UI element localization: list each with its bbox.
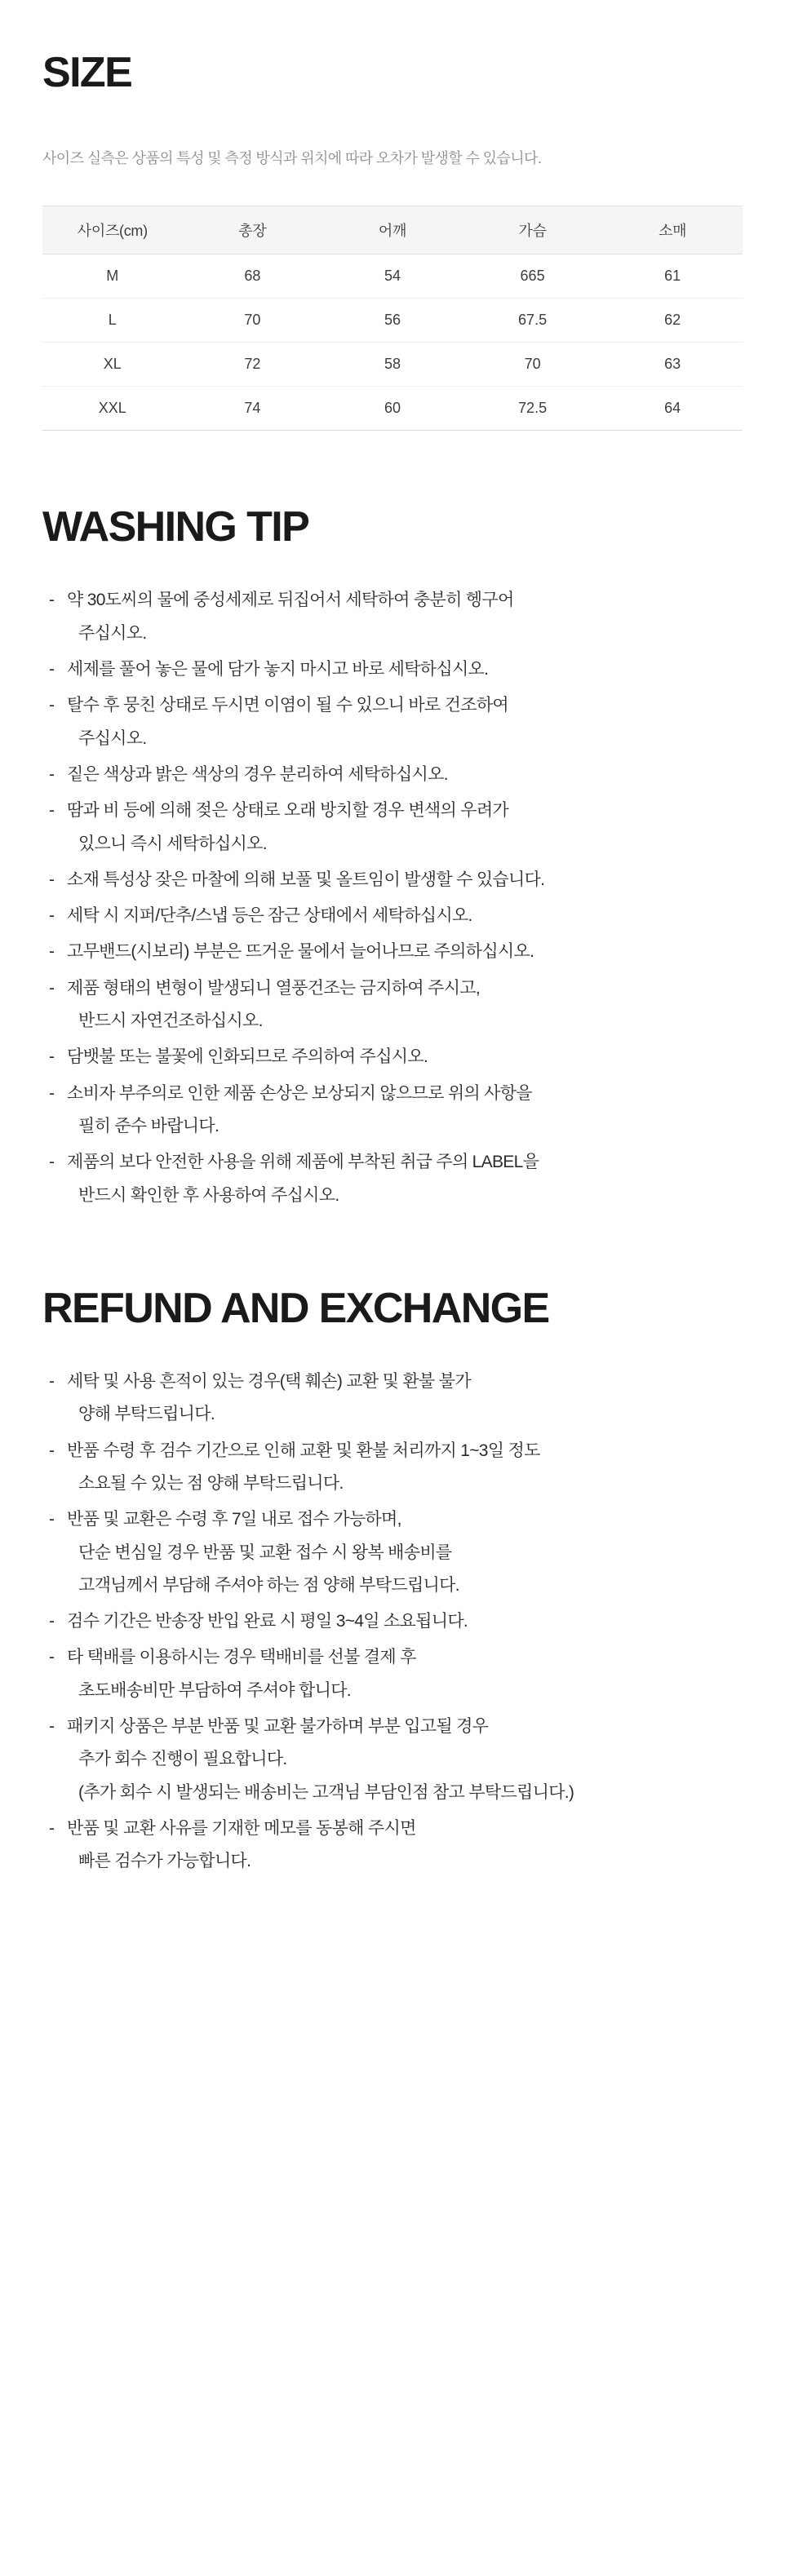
list-item [42, 689, 743, 755]
cell-size: M [42, 255, 183, 299]
column-header-sleeve: 소매 [602, 206, 743, 255]
dash-marker: - [49, 696, 55, 715]
dash-marker: - [49, 801, 55, 821]
table-row [42, 299, 743, 343]
list-item-line: 짙은 색상과 밝은 색상의 경우 분리하여 세탁하십시오. [67, 764, 448, 784]
list-item-line: 고무밴드(시보리) 부분은 뜨거운 물에서 늘어나므로 주의하십시오. [67, 942, 534, 962]
dash-marker: - [49, 1047, 55, 1067]
refund-exchange-list [0, 1365, 785, 1879]
cell-chest: 72.5 [463, 387, 603, 431]
list-item [42, 1435, 743, 1501]
list-item [42, 864, 743, 896]
dash-marker: - [49, 870, 55, 889]
dash-marker: - [49, 1612, 55, 1631]
dash-marker: - [49, 1819, 55, 1838]
product-detail-page [0, 35, 785, 2576]
table-row [42, 343, 743, 387]
list-item-line: 세탁 및 사용 흔적이 있는 경우(택 훼손) 교환 및 환불 불가 [67, 1371, 471, 1391]
cell-sleeve: 63 [602, 343, 743, 387]
list-item [42, 759, 743, 791]
cell-size: XL [42, 343, 183, 387]
dash-marker: - [49, 1441, 55, 1460]
column-header-length: 총장 [183, 206, 323, 255]
list-item-line: 주십시오. [78, 623, 147, 643]
list-item-line: 추가 회수 진행이 필요합니다. [78, 1750, 287, 1769]
washing-tip-section [0, 503, 785, 1212]
cell-sleeve: 61 [602, 255, 743, 299]
list-item [42, 900, 743, 932]
refund-exchange-heading: REFUND AND EXCHANGE [42, 1284, 549, 1332]
dash-marker: - [49, 906, 55, 926]
list-item-line: 타 택배를 이용하시는 경우 택배비를 선불 결제 후 [67, 1648, 416, 1667]
size-table-body [42, 255, 743, 431]
table-row [42, 387, 743, 431]
list-item-line: 약 30도씨의 물에 중성세제로 뒤집어서 세탁하여 충분히 헹구어 [67, 591, 514, 610]
list-item [42, 1503, 743, 1602]
size-section [0, 35, 785, 431]
list-item [42, 972, 743, 1038]
cell-length: 70 [183, 299, 323, 343]
list-item-line: 패키지 상품은 부분 반품 및 교환 불가하며 부분 입고될 경우 [67, 1717, 489, 1737]
list-item-line: 제품의 보다 안전한 사용을 위해 제품에 부착된 취급 주의 LABEL을 [67, 1153, 539, 1172]
list-item [42, 936, 743, 968]
dash-marker: - [49, 659, 55, 679]
dash-marker: - [49, 1648, 55, 1667]
cell-length: 68 [183, 255, 323, 299]
dash-marker: - [49, 1510, 55, 1529]
dash-marker: - [49, 1083, 55, 1103]
dash-marker: - [49, 942, 55, 962]
list-item [42, 1041, 743, 1073]
cell-size: L [42, 299, 183, 343]
table-header-row [42, 206, 743, 255]
list-item-line: 검수 기간은 반송장 반입 완료 시 평일 3~4일 소요됩니다. [67, 1612, 468, 1631]
dash-marker: - [49, 1371, 55, 1391]
list-item-line: 주십시오. [78, 728, 147, 748]
cell-shoulder: 56 [322, 299, 463, 343]
list-item-line: 탈수 후 뭉친 상태로 두시면 이염이 될 수 있으니 바로 건조하여 [67, 696, 508, 715]
dash-marker: - [49, 1717, 55, 1737]
column-header-size: 사이즈(cm) [42, 206, 183, 255]
list-item [42, 1812, 743, 1879]
list-item [42, 1641, 743, 1707]
cell-shoulder: 54 [322, 255, 463, 299]
list-item [42, 1711, 743, 1809]
cell-length: 74 [183, 387, 323, 431]
list-item-line: 소재 특성상 잦은 마찰에 의해 보풀 및 올트임이 발생할 수 있습니다. [67, 870, 545, 889]
dash-marker: - [49, 1153, 55, 1172]
cell-chest: 665 [463, 255, 603, 299]
list-item-line: 제품 형태의 변형이 발생되니 열풍건조는 금지하여 주시고, [67, 978, 481, 998]
list-item-line: 소비자 부주의로 인한 제품 손상은 보상되지 않으므로 위의 사항을 [67, 1083, 532, 1103]
column-header-shoulder: 어깨 [322, 206, 463, 255]
list-item-line: 초도배송비만 부담하여 주셔야 합니다. [78, 1680, 351, 1700]
cell-size: XXL [42, 387, 183, 431]
list-item-line: 반드시 자연건조하십시오. [78, 1011, 263, 1031]
list-item-line: 빠른 검수가 가능합니다. [78, 1852, 251, 1871]
refund-exchange-section [0, 1284, 785, 1879]
washing-tip-list [0, 584, 785, 1212]
list-item [42, 1078, 743, 1144]
list-item [42, 794, 743, 861]
list-item-line: 단순 변심일 경우 반품 및 교환 접수 시 왕복 배송비를 [78, 1543, 452, 1562]
size-table-head [42, 206, 743, 255]
list-item-line: 반품 및 교환 사유를 기재한 메모를 동봉해 주시면 [67, 1819, 416, 1838]
column-header-chest: 가슴 [463, 206, 603, 255]
list-item-line: (추가 회수 시 발생되는 배송비는 고객님 부담인점 참고 부탁드립니다.) [78, 1782, 574, 1802]
list-item-line: 세제를 풀어 놓은 물에 담가 놓지 마시고 바로 세탁하십시오. [67, 659, 489, 679]
list-item-line: 고객님께서 부담해 주셔야 하는 점 양해 부탁드립니다. [78, 1575, 459, 1595]
dash-marker: - [49, 978, 55, 998]
cell-chest: 67.5 [463, 299, 603, 343]
list-item-line: 소요될 수 있는 점 양해 부탁드립니다. [78, 1473, 344, 1493]
cell-shoulder: 60 [322, 387, 463, 431]
list-item [42, 653, 743, 686]
size-disclaimer: 사이즈 실측은 상품의 특성 및 측정 방식과 위치에 따라 오차가 발생할 수 있습니다. [42, 150, 542, 167]
list-item-line: 양해 부탁드립니다. [78, 1405, 215, 1424]
list-item-line: 담뱃불 또는 불꽃에 인화되므로 주의하여 주십시오. [67, 1047, 428, 1067]
cell-sleeve: 64 [602, 387, 743, 431]
list-item-line: 반품 및 교환은 수령 후 7일 내로 접수 가능하며, [67, 1510, 401, 1529]
list-item [42, 1605, 743, 1638]
size-table [42, 206, 743, 431]
table-row [42, 255, 743, 299]
size-heading: SIZE [42, 49, 132, 97]
list-item-line: 세탁 시 지퍼/단추/스냅 등은 잠근 상태에서 세탁하십시오. [67, 906, 472, 926]
size-table-wrapper [42, 206, 743, 431]
list-item-line: 땀과 비 등에 의해 젖은 상태로 오래 방치할 경우 변색의 우려가 [67, 801, 508, 821]
dash-marker: - [49, 591, 55, 610]
list-item [42, 584, 743, 650]
cell-chest: 70 [463, 343, 603, 387]
cell-shoulder: 58 [322, 343, 463, 387]
list-item-line: 반드시 확인한 후 사용하여 주십시오. [78, 1185, 339, 1205]
dash-marker: - [49, 764, 55, 784]
cell-length: 72 [183, 343, 323, 387]
list-item-line: 반품 수령 후 검수 기간으로 인해 교환 및 환불 처리까지 1~3일 정도 [67, 1441, 540, 1460]
list-item-line: 필히 준수 바랍니다. [78, 1117, 220, 1135]
list-item-line: 있으니 즉시 세탁하십시오. [78, 834, 267, 853]
washing-tip-heading: WASHING TIP [42, 503, 309, 551]
list-item [42, 1146, 743, 1212]
list-item [42, 1365, 743, 1432]
cell-sleeve: 62 [602, 299, 743, 343]
